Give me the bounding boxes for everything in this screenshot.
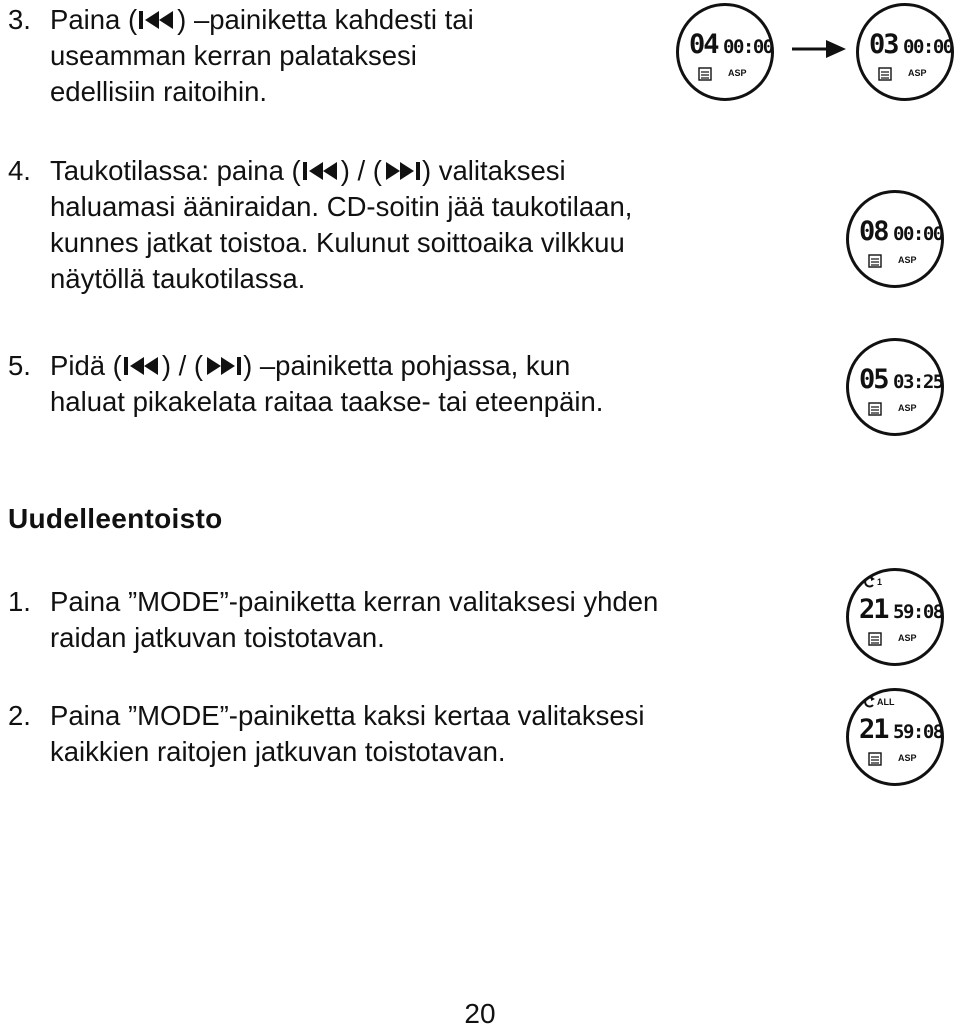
lcd-track-number: 05 <box>859 364 888 395</box>
step-text: raidan jatkuvan toistotavan. <box>50 622 385 653</box>
lcd-display-track-04 <box>676 3 774 101</box>
step-text: Paina ”MODE”-painiketta kaksi kertaa valitaksesi <box>50 700 645 731</box>
step-text: näytöllä taukotilassa. <box>50 263 306 294</box>
lcd-display-track-08 <box>846 190 944 288</box>
disc-stack-icon <box>868 632 882 646</box>
lcd-track-number: 04 <box>689 29 718 60</box>
step-text: haluat pikakelata raitaa taakse- tai eteenpäin. <box>50 386 604 417</box>
step-text: ) –painiketta kahdesti tai <box>177 4 474 35</box>
lcd-time: 59:08 <box>893 601 943 623</box>
step-text: ) valitaksesi <box>421 155 566 186</box>
page-number: 20 <box>464 998 496 1029</box>
step-text: ) / ( <box>340 155 382 186</box>
skip-previous-icon <box>301 159 341 183</box>
lcd-asp-label: ASP <box>898 633 917 643</box>
lcd-display-repeat-all <box>846 688 944 786</box>
disc-stack-icon <box>868 254 882 268</box>
skip-next-icon <box>203 354 243 378</box>
lcd-track-number: 03 <box>869 29 898 60</box>
step-5 <box>8 348 603 420</box>
step-number: 3. <box>8 4 31 35</box>
lcd-asp-label: ASP <box>908 68 927 78</box>
step-text: kaikkien raitojen jatkuvan toistotavan. <box>50 736 506 767</box>
lcd-time: 00:00 <box>903 36 953 58</box>
step-text: Paina ( <box>50 4 138 35</box>
step-text: kunnes jatkat toistoa. Kulunut soittoaika vilkkuu <box>50 227 625 258</box>
step-text: Pidä ( <box>50 350 122 381</box>
skip-previous-icon <box>122 354 162 378</box>
lcd-time: 03:25 <box>893 371 943 393</box>
disc-stack-icon <box>878 67 892 81</box>
lcd-time: 00:00 <box>893 223 943 245</box>
step-text: useamman kerran palataksesi <box>50 40 417 71</box>
disc-stack-icon <box>698 67 712 81</box>
step-text: ) / ( <box>161 350 204 381</box>
lcd-asp-label: ASP <box>898 403 917 413</box>
lcd-time: 59:08 <box>893 721 943 743</box>
skip-previous-icon <box>137 8 177 32</box>
section-heading: Uudelleentoisto <box>8 503 223 534</box>
step-text: ) –painiketta pohjassa, kun <box>243 350 571 381</box>
step-4 <box>8 153 632 297</box>
step-number: 2. <box>8 700 31 731</box>
lcd-time: 00:00 <box>723 36 773 58</box>
step-text: Taukotilassa: paina ( <box>50 155 301 186</box>
lcd-display-repeat-one <box>846 568 944 666</box>
step-text: Paina ”MODE”-painiketta kerran valitaksesi yhden <box>50 586 659 617</box>
repeat-icon <box>863 576 875 588</box>
step-number: 4. <box>8 155 31 186</box>
lcd-asp-label: ASP <box>898 255 917 265</box>
skip-next-icon <box>382 159 422 183</box>
lcd-asp-label: ASP <box>728 68 747 78</box>
disc-stack-icon <box>868 402 882 416</box>
repeat-step-1 <box>8 584 658 656</box>
lcd-repeat-mode: ALL <box>877 697 895 707</box>
step-3 <box>8 2 474 110</box>
lcd-display-track-05 <box>846 338 944 436</box>
repeat-icon <box>863 696 875 708</box>
lcd-track-number: 08 <box>859 216 888 247</box>
step-text: edellisiin raitoihin. <box>50 76 268 107</box>
lcd-track-number: 21 <box>859 594 888 625</box>
step-text: haluamasi ääniraidan. CD-soitin jää taukotilaan, <box>50 191 633 222</box>
step-number: 1. <box>8 586 31 617</box>
repeat-step-2 <box>8 698 645 770</box>
lcd-asp-label: ASP <box>898 753 917 763</box>
arrow-right-icon <box>792 38 846 60</box>
lcd-repeat-mode: 1 <box>877 577 883 587</box>
disc-stack-icon <box>868 752 882 766</box>
lcd-track-number: 21 <box>859 714 888 745</box>
lcd-display-track-03 <box>856 3 954 101</box>
step-number: 5. <box>8 350 31 381</box>
